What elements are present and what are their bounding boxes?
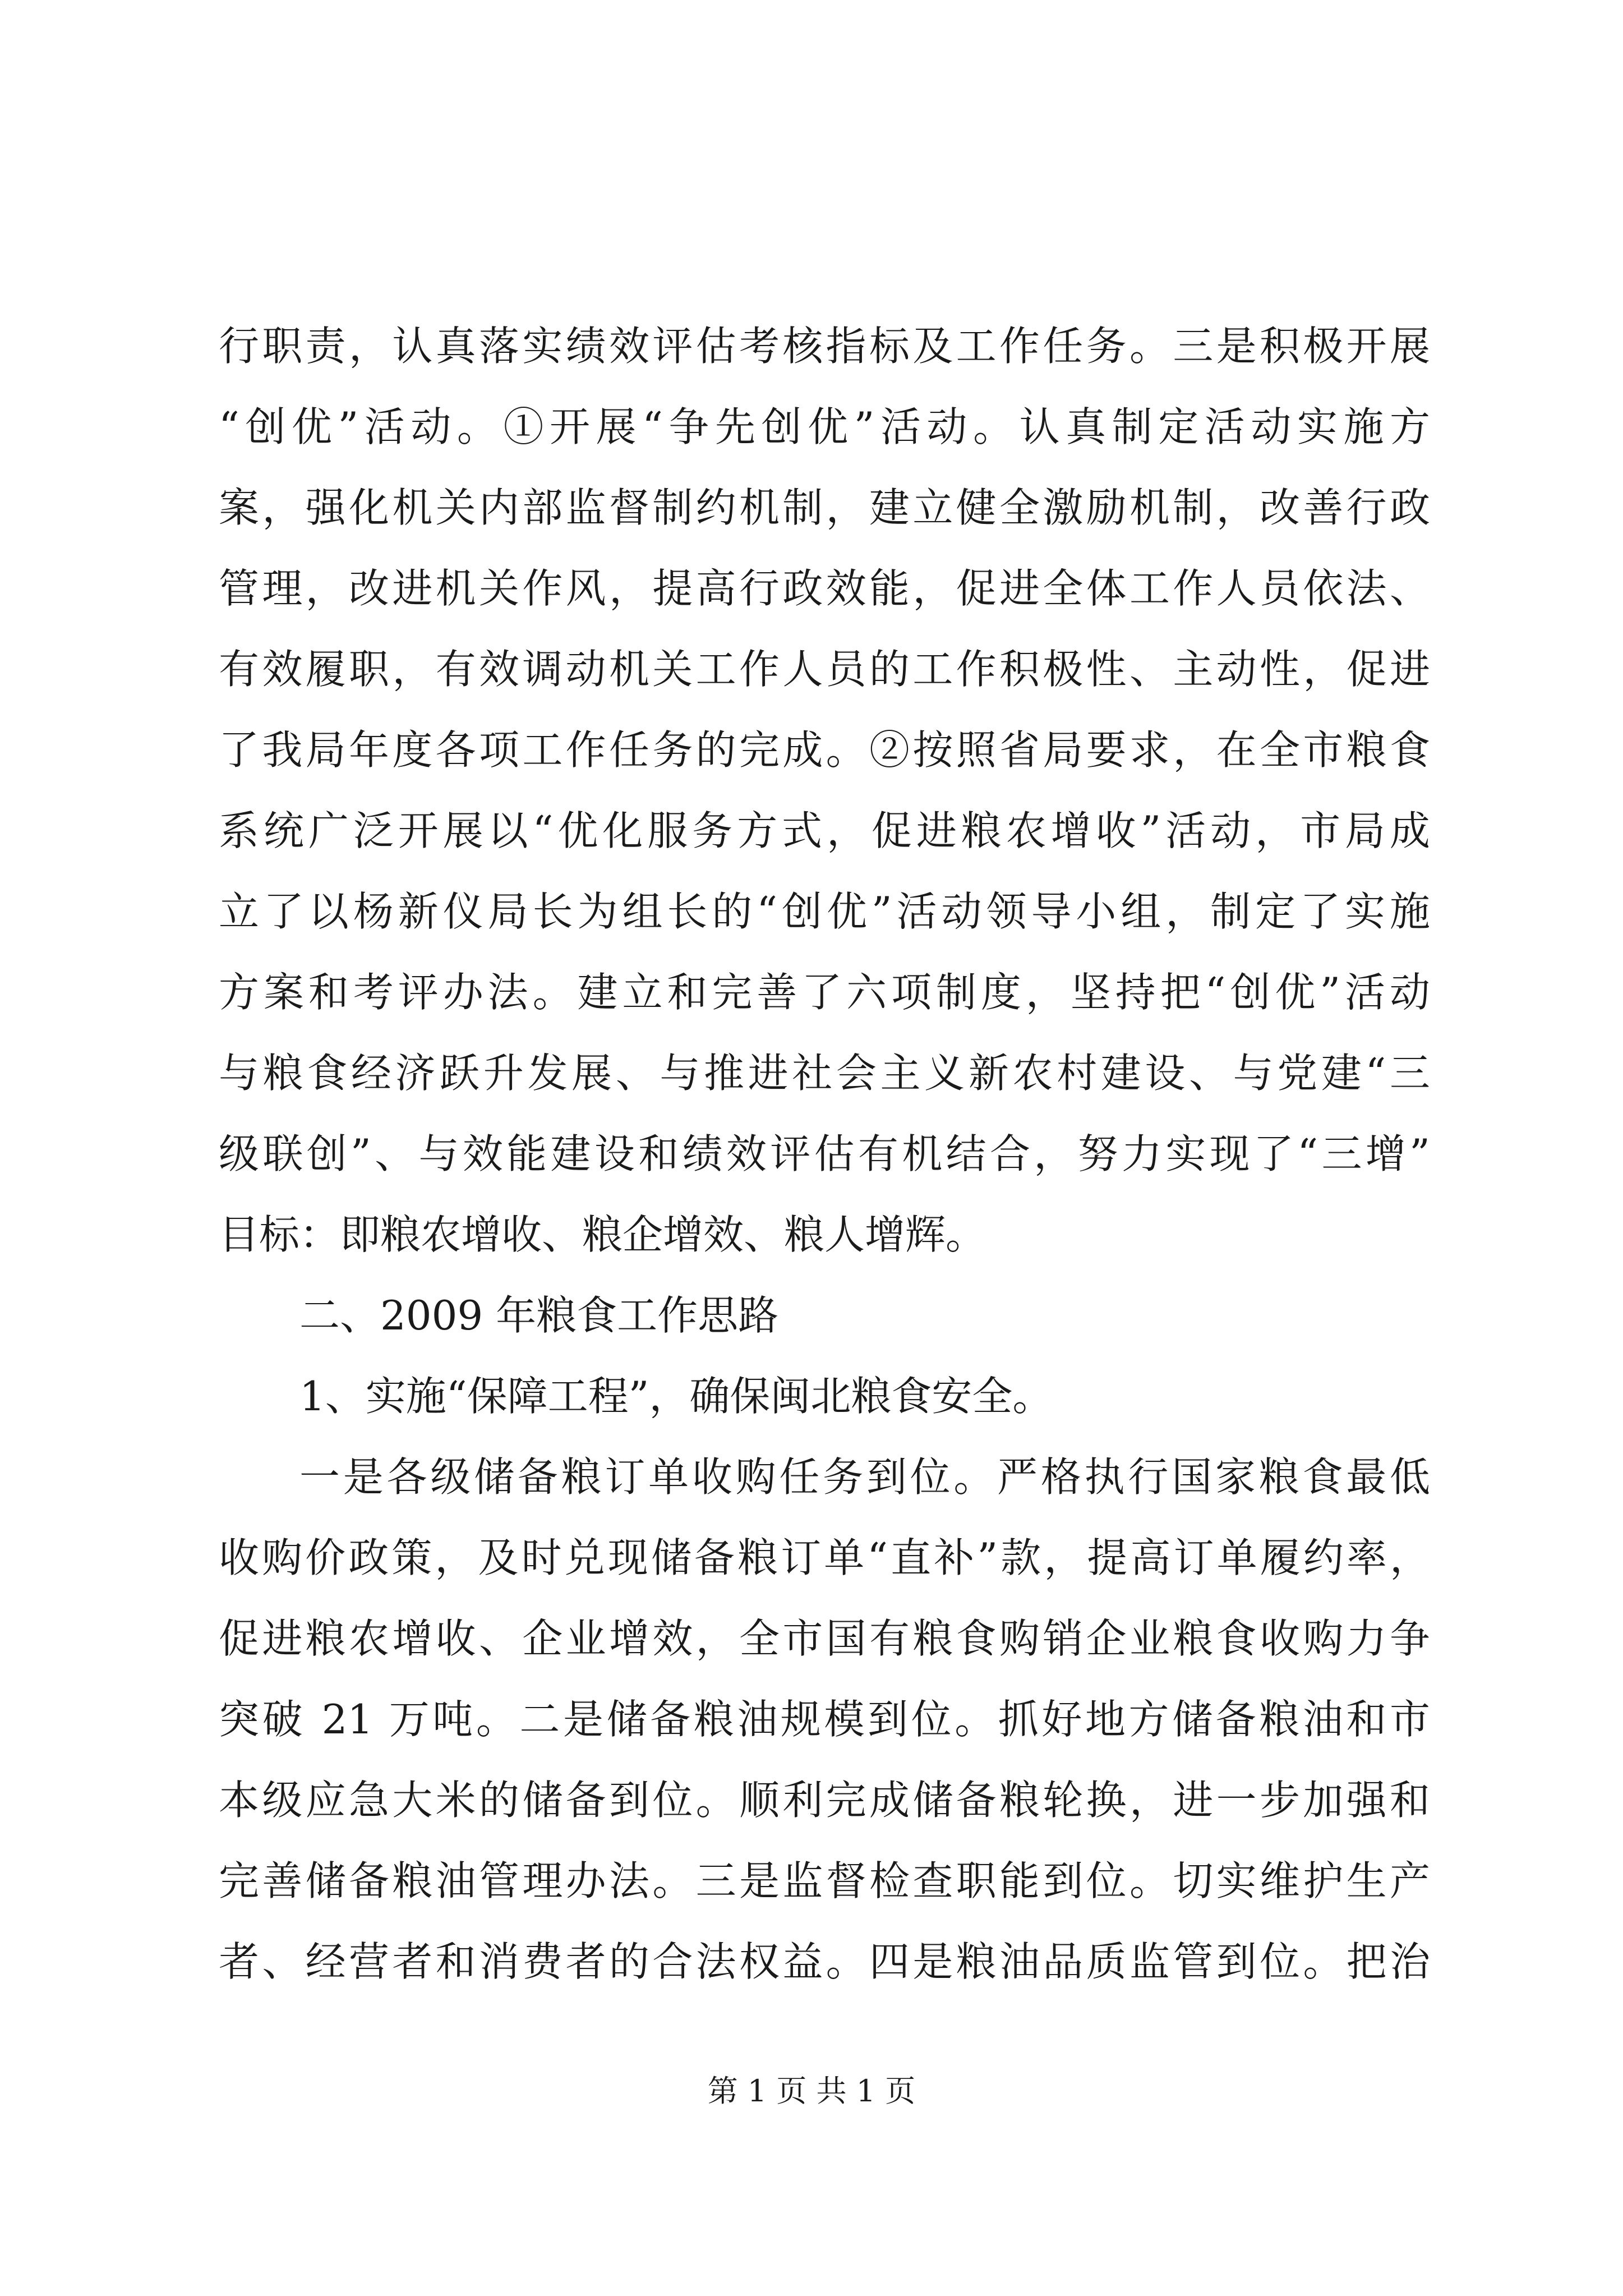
text-line: 级联创”、与效能建设和绩效评估有机结合，努力实现了“三增” [219, 1130, 1430, 1177]
text-line: 行职责，认真落实绩效评估考核指标及工作任务。三是积极开展 [219, 323, 1430, 370]
section-heading: 二、2009 年粮食工作思路 [299, 1292, 779, 1339]
text-line: 立了以杨新仪局长为组长的“创优”活动领导小组，制定了实施 [219, 888, 1430, 935]
text-line: 促进粮农增收、企业增效，全市国有粮食购销企业粮食收购力争 [219, 1615, 1430, 1662]
page-number-footer: 第 1 页 共 1 页 [707, 2073, 916, 2109]
text-line: 方案和考评办法。建立和完善了六项制度，坚持把“创优”活动 [219, 969, 1430, 1016]
text-line: 一是各级储备粮订单收购任务到位。严格执行国家粮食最低 [299, 1453, 1430, 1501]
text-line: 收购价政策，及时兑现储备粮订单“直补”款，提高订单履约率， [219, 1534, 1430, 1581]
text-line: 目标：即粮农增收、粮企增效、粮人增辉。 [219, 1211, 986, 1258]
text-line: 案，强化机关内部监督制约机制，建立健全激励机制，改善行政 [219, 484, 1430, 531]
text-line: 突破 21 万吨。二是储备粮油规模到位。抓好地方储备粮油和市 [219, 1696, 1430, 1743]
text-line: 系统广泛开展以“优化服务方式，促进粮农增收”活动，市局成 [219, 807, 1430, 854]
text-line: 本级应急大米的储备到位。顺利完成储备粮轮换，进一步加强和 [219, 1777, 1430, 1824]
text-line: 了我局年度各项工作任务的完成。②按照省局要求，在全市粮食 [219, 726, 1430, 774]
text-line: 有效履职，有效调动机关工作人员的工作积极性、主动性，促进 [219, 646, 1430, 693]
body-text [219, 306, 1430, 2002]
text-line: 者、经营者和消费者的合法权益。四是粮油品质监管到位。把治 [219, 1938, 1430, 1985]
text-line: “创优”活动。①开展“争先创优”活动。认真制定活动实施方 [219, 403, 1430, 450]
subsection-heading: 1、实施“保障工程”，确保闽北粮食安全。 [299, 1373, 1053, 1420]
text-line: 管理，改进机关作风，提高行政效能，促进全体工作人员依法、 [219, 565, 1430, 612]
text-line: 与粮食经济跃升发展、与推进社会主义新农村建设、与党建“三 [219, 1050, 1430, 1097]
text-line: 完善储备粮油管理办法。三是监督检查职能到位。切实维护生产 [219, 1857, 1430, 1904]
